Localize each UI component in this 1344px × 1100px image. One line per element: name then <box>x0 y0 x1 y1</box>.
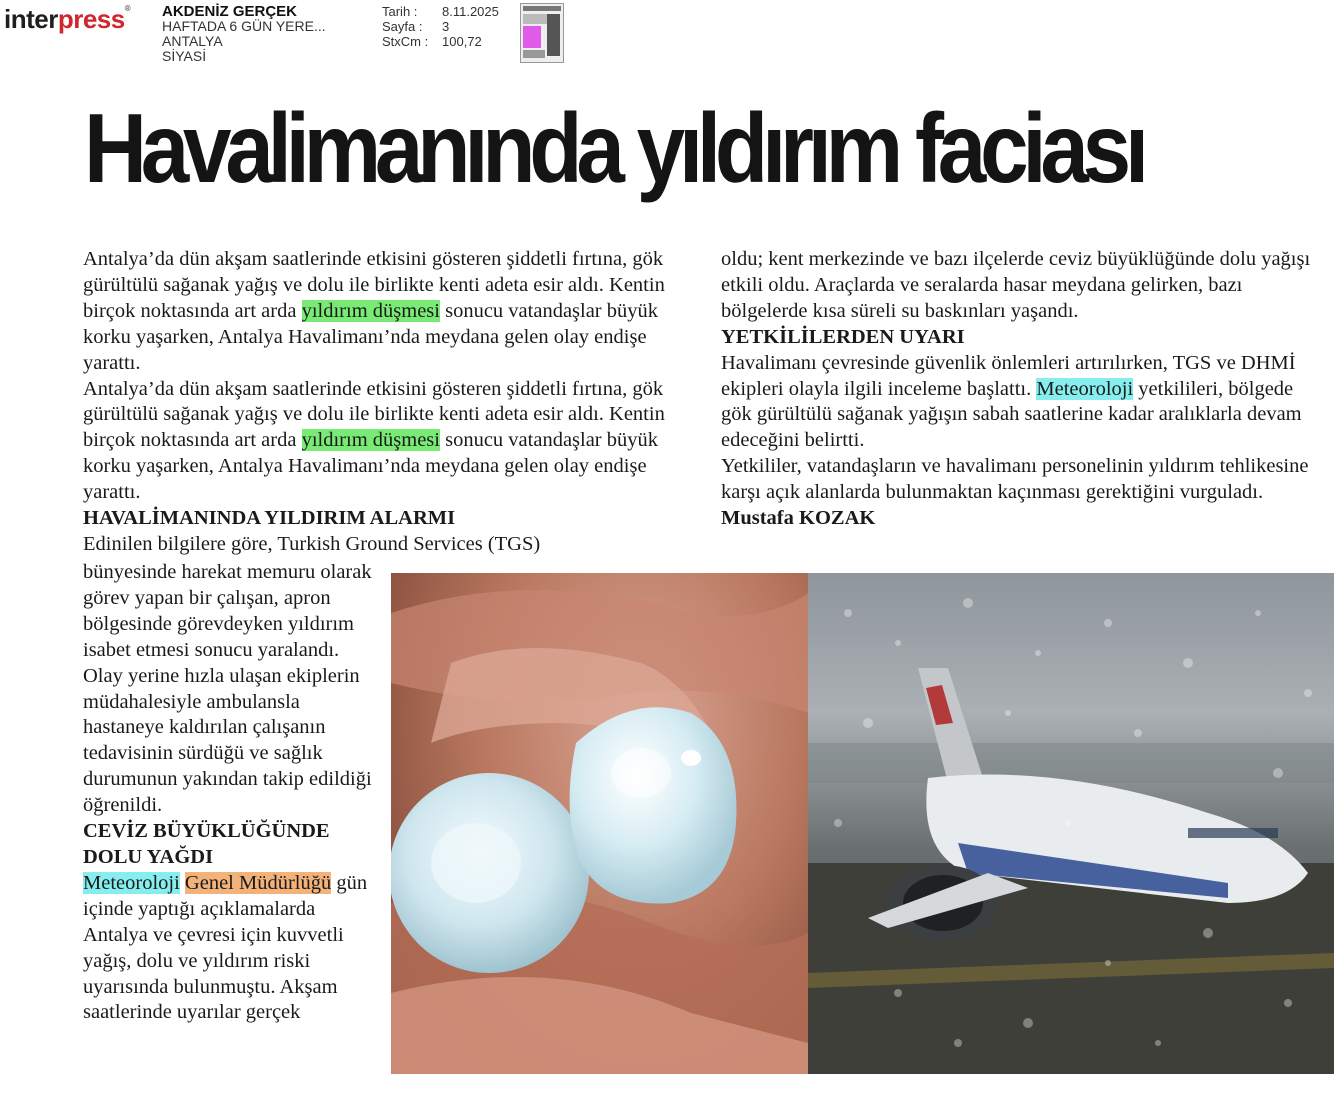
airplane-rain-photo <box>808 573 1334 1074</box>
logo-registered-mark: ® <box>124 4 131 13</box>
hailstones-photo <box>391 573 808 1074</box>
paragraph-text: yetkilileri, bölgede gök gürültülü sağanak yağışın sabah saatlerine kadar aralıklarla devam edeceğini belirtti. <box>721 377 1302 452</box>
page-row <box>382 19 499 34</box>
publication-city: ANTALYA <box>162 33 223 49</box>
thumbnail-block <box>523 14 547 24</box>
highlight-meteoroloji: Meteoroloji <box>83 871 180 894</box>
publication-section: SİYASİ <box>162 48 207 64</box>
date-value: 8.11.2025 <box>442 4 499 19</box>
subheading-dolu: CEVİZ BÜYÜKLÜĞÜNDE DOLU YAĞDI <box>83 820 330 868</box>
paragraph-5: oldu; kent merkezinde ve bazı ilçelerde ceviz büyüklüğünde dolu yağışı etkili oldu. Araçlarda ve seralarda hasar meydana gelirken, bazı bölgelerde kısa süreli su baskınları yaşandı. <box>721 248 1311 322</box>
paragraph-3: bünyesinde harekat memuru olarak görev yapan bir çalışan, apron bölgesinde görevdeyken yıldırım isabet etmesi sonucu yaralandı. Olay yerine hızla ulaşan ekiplerin müdahalesiyle ambulansla hastaneye kaldırılan çalışanın tedavisinin sürdüğü ve sağlık durumunun yakından takip edildiği öğrenildi. <box>83 561 372 817</box>
date-row <box>382 4 499 19</box>
paragraph-text: Havalimanı çevresinde güvenlik önlemleri artırılırken, TGS ve DHMİ ekipleri olayla ilgili inceleme başlattı. <box>721 351 1296 400</box>
paragraph-1 <box>83 247 683 377</box>
hailstones-illustration <box>391 573 808 1074</box>
stxcm-row <box>382 34 499 49</box>
newspaper-name: AKDENİZ GERÇEK <box>162 3 298 20</box>
paragraph-text: sonucu vatandaşlar büyük korku yaşarken, Antalya Havalimanı’nda meydana gelen olay endişe yarattı. <box>83 429 659 504</box>
stxcm-value: 100,72 <box>442 34 482 49</box>
page-label: Sayfa : <box>382 19 423 34</box>
thumbnail-column <box>547 14 560 56</box>
article-column-1 <box>83 247 683 558</box>
subheading-alarm: HAVALİMANINDA YILDIRIM ALARMI <box>83 507 456 530</box>
highlight-yildirim-dusmesi: yıldırım düşmesi <box>301 299 440 322</box>
paragraph-text: Antalya’da dün akşam saatlerinde etkisini gösteren şiddetli fırtına, gök gürültülü sağanak yağış ve dolu ile birlikte kenti adeta esir aldı. Kentin birçok noktasında art arda <box>83 377 665 452</box>
thumbnail-masthead <box>523 6 561 11</box>
date-label: Tarih : <box>382 4 418 19</box>
article-column-1-narrow <box>83 557 383 1026</box>
article-column-2 <box>721 247 1321 532</box>
publication-frequency: HAFTADA 6 GÜN YERE... <box>162 18 326 34</box>
airplane-illustration <box>808 573 1334 1074</box>
clipping-meta <box>382 4 499 49</box>
thumbnail-footer <box>523 50 545 58</box>
highlight-meteoroloji: Meteoroloji <box>1036 377 1134 400</box>
highlight-yildirim-dusmesi: yıldırım düşmesi <box>301 429 440 452</box>
paragraph-6 <box>721 351 1321 455</box>
logo-main: inter <box>4 4 58 34</box>
subheading-uyari: YETKİLİLERDEN UYARI <box>721 325 965 348</box>
paragraph-text: Antalya’da dün akşam saatlerinde etkisini gösteren şiddetli fırtına, gök gürültülü sağanak yağış ve dolu ile birlikte kenti adeta esir aldı. Kentin birçok noktasında art arda <box>83 248 665 322</box>
paragraph-4 <box>83 871 383 1026</box>
paragraph-2 <box>83 377 683 507</box>
paragraph-text: gün içinde yaptığı açıklamalarda Antalya ve çevresi için kuvvetli yağış, dolu ve yıldırım riski uyarısında bulunmuştu. Akşam saatlerinde uyarılar gerçek <box>83 871 368 1024</box>
publication-info <box>162 4 326 64</box>
paragraph-7: Yetkililer, vatandaşların ve havalimanı personelinin yıldırım tehlikesine karşı açık alanlarda bulunmaktan kaçınması gerektiğini vurguladı. <box>721 455 1309 504</box>
author-byline: Mustafa KOZAK <box>721 507 876 530</box>
stxcm-label: StxCm : <box>382 34 429 49</box>
paragraph-text: sonucu vatandaşlar büyük korku yaşarken, Antalya Havalimanı’nda meydana gelen olay endişe yarattı. <box>83 299 659 374</box>
highlight-genel-mudurlugu: Genel Müdürlüğü <box>184 871 332 894</box>
thumbnail-highlighted-article <box>523 26 541 48</box>
interpress-logo <box>4 4 130 35</box>
page-value: 3 <box>442 19 450 34</box>
paragraph-3-first-line: Edinilen bilgilere göre, Turkish Ground Services (TGS) <box>83 532 541 555</box>
article-headline: Havalimanında yıldırım faciası <box>84 93 1143 203</box>
logo-accent: press <box>57 4 125 34</box>
page-thumbnail[interactable] <box>520 3 564 63</box>
